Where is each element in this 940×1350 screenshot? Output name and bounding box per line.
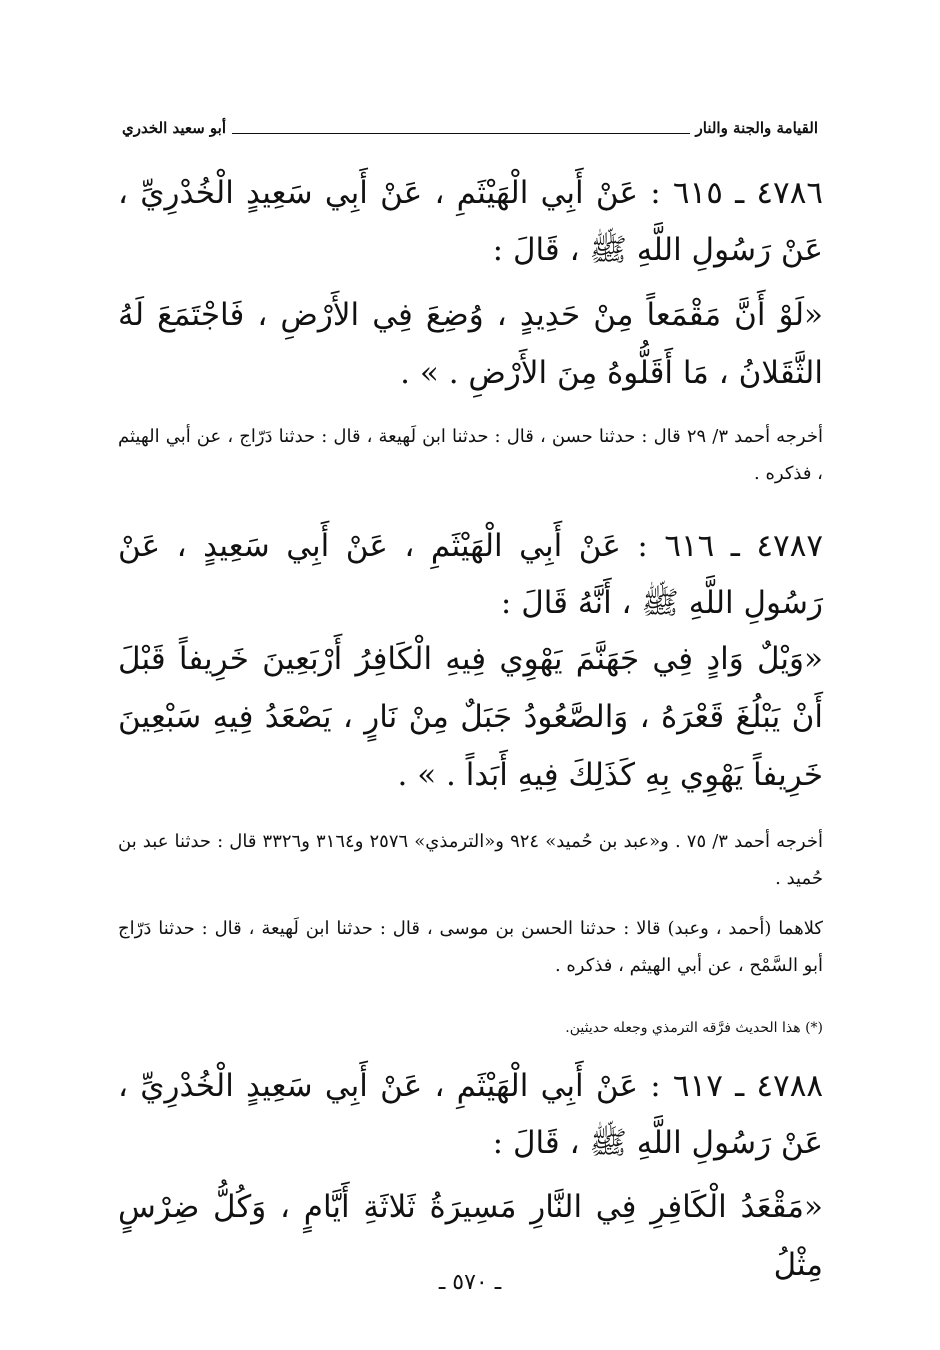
- running-header: [122, 112, 818, 144]
- hadith-4787-footnote: (*) هذا الحديث فرَّقه الترمذي وجعله حديثين.: [565, 1020, 823, 1036]
- hadith-4788-matn: «مَقْعَدُ الْكَافِرِ فِي النَّارِ مَسِيرَةُ ثَلاثَةِ أَيَّامٍ ، وَكُلُّ ضِرْسٍ مِثْلُ: [118, 1189, 823, 1283]
- header-section-title: أبو سعيد الخدري: [122, 119, 227, 137]
- hadith-4787-intro: ٤٧٨٧ ـ ٦١٦ : عَنْ أَبِي الْهَيْثَمِ ، عَنْ أَبِي سَعِيدٍ ، عَنْ رَسُولِ اللَّهِ ﷺ ، أَنَّهُ قَالَ :: [118, 528, 823, 621]
- hadith-4786-intro: ٤٧٨٦ ـ ٦١٥ : عَنْ أَبِي الْهَيْثَمِ ، عَنْ أَبِي سَعِيدٍ الْخُدْرِيِّ ، عَنْ رَسُولِ اللَّهِ ﷺ ، قَالَ :: [118, 175, 823, 268]
- header-book-title: القيامة والجنة والنار: [695, 119, 818, 137]
- hadith-4787-takhrij: أخرجه أحمد ٣/ ٧٥ . و«عبد بن حُميد» ٩٢٤ و«الترمذي» ٢٥٧٦ و٣١٦٤ و٣٣٢٦ قال : حدثنا عبد بن حُميد .: [118, 831, 823, 889]
- hadith-4787-matn: «وَيْلٌ وَادٍ فِي جَهَنَّمَ يَهْوِي فِيهِ الْكَافِرُ أَرْبَعِينَ خَرِيفاً قَبْلَ أَنْ يَبْلُغَ قَعْرَهُ ، وَالصَّعُودُ جَبَلٌ مِنْ نَارٍ ، يَصْعَدُ فِيهِ سَبْعِينَ خَرِيفاً يَهْوِي بِهِ كَذَلِكَ فِيهِ أَبَداً . » .: [118, 641, 823, 793]
- hadith-4787-isnad-note: كلاهما (أحمد ، وعبد) قالا : حدثنا الحسن بن موسى ، قال : حدثنا ابن لَهيعة ، قال : حدثنا دَرّاج أبو السَّمْح ، عن أبي الهيثم ، فذكره .: [118, 918, 824, 976]
- page-number: ـ ٥٧٠ ـ: [438, 1270, 502, 1295]
- hadith-4788-intro: ٤٧٨٨ ـ ٦١٧ : عَنْ أَبِي الْهَيْثَمِ ، عَنْ أَبِي سَعِيدٍ الْخُدْرِيِّ ، عَنْ رَسُولِ اللَّهِ ﷺ ، قَالَ :: [118, 1068, 823, 1161]
- hadith-4786-takhrij: أخرجه أحمد ٣/ ٢٩ قال : حدثنا حسن ، قال : حدثنا ابن لَهيعة ، قال : حدثنا دَرّاج ، عن أبي الهيثم ، فذكره .: [118, 426, 823, 484]
- hadith-4786-matn: «لَوْ أَنَّ مَقْمَعاً مِنْ حَدِيدٍ ، وُضِعَ فِي الأَرْضِ ، فَاجْتَمَعَ لَهُ الثَّقَلانُ ، مَا أَقَلُّوهُ مِنَ الأَرْضِ . » .: [118, 297, 823, 391]
- header-rule: [232, 133, 689, 134]
